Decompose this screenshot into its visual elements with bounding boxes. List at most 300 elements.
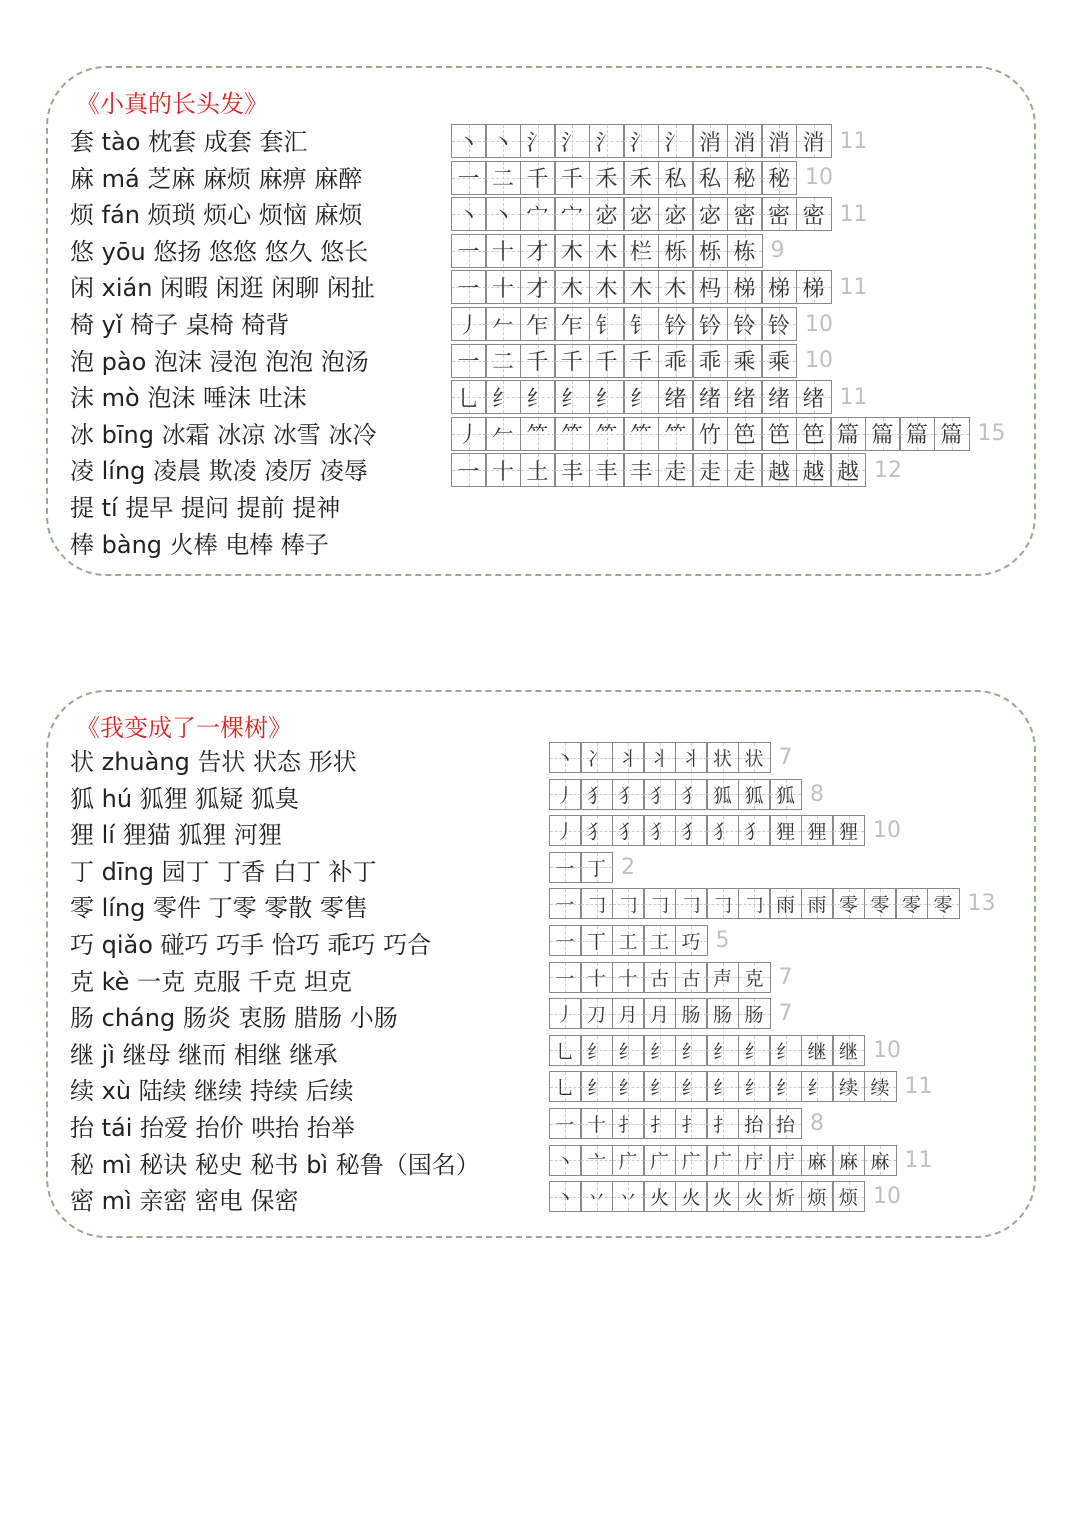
- stroke-cell: [706, 1071, 739, 1102]
- stroke-glyph: 纟: [807, 1077, 827, 1100]
- stroke-cell: [580, 852, 613, 883]
- stroke-glyph: 犭: [586, 821, 606, 844]
- vocab-line: 巧 qiǎo 碰巧 巧手 恰巧 乖巧 巧合: [70, 931, 432, 959]
- stroke-glyph: 巧: [681, 931, 701, 953]
- stroke-cell: [706, 998, 739, 1029]
- stroke-cell: [727, 417, 763, 451]
- stroke-glyph: 土: [526, 459, 549, 485]
- stroke-count: 10: [873, 1037, 901, 1063]
- stroke-glyph: 广: [712, 1150, 732, 1173]
- stroke-cell: [738, 1108, 771, 1139]
- vocab-line: 丁 dīng 园丁 丁香 白丁 补丁: [70, 857, 377, 886]
- stroke-cell: [927, 888, 960, 919]
- stroke-glyph: 千: [560, 167, 583, 193]
- stroke-glyph: 肠: [681, 1004, 701, 1027]
- stroke-cell: [769, 888, 802, 919]
- stroke-glyph: 状: [744, 748, 764, 770]
- stroke-glyph: 纟: [618, 1077, 638, 1100]
- stroke-glyph: 犭: [586, 784, 606, 807]
- stroke-cell: [612, 962, 645, 993]
- stroke-cell: [801, 1145, 834, 1176]
- stroke-glyph: 广: [681, 1150, 701, 1173]
- stroke-cell: [727, 234, 763, 268]
- stroke-glyph: 零: [933, 894, 953, 917]
- stroke-cell: [761, 380, 797, 414]
- stroke-cell: [865, 417, 901, 451]
- stroke-cell: [658, 380, 694, 414]
- stroke-glyph: 火: [744, 1187, 764, 1210]
- stroke-cell: [589, 124, 625, 158]
- stroke-cell: [801, 1181, 834, 1212]
- vocab-line: 密 mì 亲密 密电 保密: [70, 1187, 299, 1216]
- stroke-glyph: ⺮: [664, 423, 687, 449]
- stroke-cell: [643, 998, 676, 1029]
- stroke-glyph: 犭: [649, 784, 669, 807]
- stroke-glyph: 丶: [555, 1150, 575, 1173]
- stroke-cell: [549, 852, 582, 883]
- stroke-glyph: 狐: [744, 784, 764, 807]
- stroke-glyph: 丿: [555, 1004, 575, 1027]
- stroke-cell: [769, 1035, 802, 1066]
- stroke-glyph: 狸: [807, 821, 827, 844]
- stroke-cell: [934, 417, 970, 451]
- stroke-glyph: 纟: [560, 386, 583, 412]
- stroke-glyph: 丿: [555, 821, 575, 844]
- stroke-glyph: 一: [457, 276, 480, 302]
- stroke-cell: [612, 779, 645, 810]
- stroke-cell: [623, 453, 659, 487]
- stroke-cell: [580, 815, 613, 846]
- vocab-card-1: [46, 66, 1036, 576]
- stroke-cell: [643, 1108, 676, 1139]
- stroke-glyph: 千: [560, 350, 583, 376]
- stroke-glyph: 篇: [836, 423, 859, 449]
- stroke-count: 10: [805, 165, 833, 191]
- stroke-cell: [832, 1035, 865, 1066]
- stroke-glyph: 火: [649, 1187, 669, 1210]
- stroke-glyph: 纟: [649, 1077, 669, 1100]
- stroke-cell: [612, 815, 645, 846]
- stroke-order-strip: [550, 1071, 933, 1102]
- stroke-count: 10: [805, 311, 833, 337]
- vocab-line: 闲 xián 闲暇 闲逛 闲聊 闲扯: [70, 274, 375, 303]
- stroke-glyph: 抬: [744, 1114, 764, 1136]
- stroke-glyph: 笆: [767, 423, 790, 449]
- stroke-glyph: 木: [595, 276, 618, 302]
- stroke-cell: [738, 1145, 771, 1176]
- stroke-glyph: 丰: [560, 459, 583, 485]
- stroke-cell: [658, 453, 694, 487]
- stroke-cell: [769, 1108, 802, 1139]
- stroke-glyph: 绪: [767, 386, 790, 412]
- stroke-cell: [589, 197, 625, 231]
- stroke-cell: [761, 417, 797, 451]
- stroke-cell: [692, 344, 728, 378]
- stroke-cell: [451, 380, 487, 414]
- stroke-cell: [612, 1035, 645, 1066]
- stroke-glyph: 麻: [870, 1150, 890, 1173]
- stroke-cell: [769, 1071, 802, 1102]
- stroke-cell: [451, 234, 487, 268]
- stroke-cell: [451, 161, 487, 195]
- stroke-glyph: 丰: [629, 459, 652, 485]
- stroke-glyph: 纟: [775, 1040, 795, 1063]
- vocab-line: 悠 yōu 悠扬 悠悠 悠久 悠长: [70, 237, 369, 266]
- stroke-cell: [520, 197, 556, 231]
- stroke-count: 8: [810, 781, 824, 807]
- stroke-glyph: 续: [870, 1077, 890, 1100]
- stroke-cell: [549, 888, 582, 919]
- stroke-cell: [675, 1035, 708, 1066]
- stroke-cell: [738, 998, 771, 1029]
- stroke-cell: [738, 1071, 771, 1102]
- vocab-line: 状 zhuàng 告状 状态 形状: [70, 748, 357, 776]
- stroke-glyph: 犭: [712, 821, 732, 844]
- stroke-glyph: 月: [649, 1004, 669, 1027]
- stroke-cell: [738, 779, 771, 810]
- stroke-count: 7: [778, 964, 793, 990]
- stroke-glyph: 纟: [649, 1040, 669, 1063]
- stroke-cell: [451, 124, 487, 158]
- stroke-glyph: 宓: [629, 203, 652, 229]
- stroke-glyph: 氵: [526, 130, 549, 156]
- stroke-glyph: 丿: [457, 313, 480, 339]
- stroke-cell: [580, 1145, 613, 1176]
- stroke-cell: [706, 1145, 739, 1176]
- stroke-order-strip: [452, 197, 868, 231]
- vocab-line: 泡 pào 泡沫 浸泡 泡泡 泡汤: [70, 347, 369, 376]
- stroke-order-strip: [550, 1035, 901, 1066]
- stroke-cell: [675, 1071, 708, 1102]
- stroke-glyph: 栎: [698, 240, 721, 266]
- stroke-glyph: 乚: [457, 386, 480, 412]
- stroke-glyph: ⺮: [629, 423, 652, 449]
- stroke-glyph: 丶: [457, 130, 480, 156]
- stroke-cell: [658, 124, 694, 158]
- stroke-cell: [706, 888, 739, 919]
- stroke-glyph: 纟: [775, 1077, 795, 1100]
- stroke-cell: [589, 344, 625, 378]
- stroke-cell: [520, 124, 556, 158]
- stroke-glyph: 丁: [586, 857, 606, 880]
- stroke-glyph: ⺮: [595, 423, 618, 449]
- stroke-glyph: 一: [555, 894, 575, 917]
- stroke-glyph: 越: [802, 459, 825, 485]
- stroke-cell: [864, 888, 897, 919]
- stroke-glyph: 一: [555, 1114, 575, 1136]
- stroke-cell: [589, 453, 625, 487]
- stroke-glyph: 笆: [802, 423, 825, 449]
- stroke-cell: [761, 161, 797, 195]
- stroke-order-strip: [452, 417, 1006, 451]
- stroke-cell: [485, 161, 521, 195]
- stroke-order-strip: [452, 270, 868, 304]
- vocab-line: 零 líng 零件 丁零 零散 零售: [70, 894, 368, 923]
- stroke-cell: [692, 380, 728, 414]
- stroke-cell: [589, 270, 625, 304]
- stroke-cell: [554, 161, 590, 195]
- vocab-line: 抬 tái 抬爱 抬价 哄抬 抬举: [70, 1114, 355, 1142]
- stroke-cell: [692, 307, 728, 341]
- stroke-glyph: 丶: [491, 130, 514, 156]
- stroke-glyph: 栏: [629, 240, 652, 266]
- stroke-cell: [554, 234, 590, 268]
- stroke-glyph: 宀: [560, 203, 583, 229]
- vocab-line: 冰 bīng 冰霜 冰凉 冰雪 冰冷: [70, 420, 377, 449]
- stroke-glyph: 氵: [664, 130, 687, 156]
- stroke-glyph: 零: [901, 894, 921, 917]
- stroke-glyph: 乚: [555, 1077, 575, 1100]
- stroke-cell: [727, 161, 763, 195]
- vocab-line: 凌 líng 凌晨 欺凌 凌厉 凌辱: [70, 457, 368, 486]
- stroke-cell: [580, 742, 613, 773]
- section-title: 《小真的长头发》: [76, 90, 268, 118]
- stroke-cell: [485, 124, 521, 158]
- stroke-cell: [612, 1181, 645, 1212]
- stroke-order-strip: [550, 779, 824, 810]
- stroke-glyph: 𠃌: [712, 894, 732, 917]
- stroke-order-strip: [452, 453, 902, 487]
- stroke-glyph: 纟: [744, 1040, 764, 1063]
- stroke-count: 10: [873, 818, 901, 844]
- stroke-glyph: 狐: [712, 784, 732, 807]
- stroke-glyph: 零: [870, 894, 890, 917]
- stroke-cell: [675, 1145, 708, 1176]
- stroke-glyph: 丅: [586, 931, 606, 953]
- stroke-glyph: 氵: [595, 130, 618, 156]
- stroke-glyph: 篇: [940, 423, 963, 449]
- stroke-cell: [675, 815, 708, 846]
- stroke-glyph: ⺮: [526, 423, 549, 449]
- stroke-cell: [554, 270, 590, 304]
- stroke-glyph: 克: [744, 967, 764, 990]
- stroke-order-strip: [550, 925, 730, 956]
- stroke-cell: [675, 962, 708, 993]
- stroke-glyph: 纟: [526, 386, 549, 412]
- stroke-glyph: 钤: [698, 313, 721, 339]
- stroke-glyph: 千: [629, 350, 652, 376]
- stroke-cell: [864, 1145, 897, 1176]
- stroke-cell: [675, 779, 708, 810]
- stroke-cell: [554, 380, 590, 414]
- stroke-cell: [554, 124, 590, 158]
- stroke-cell: [727, 453, 763, 487]
- stroke-cell: [451, 453, 487, 487]
- stroke-glyph: 丶: [555, 1187, 575, 1210]
- stroke-cell: [485, 453, 521, 487]
- stroke-glyph: 走: [698, 459, 721, 485]
- stroke-count: 11: [904, 1147, 933, 1173]
- stroke-glyph: 纟: [712, 1077, 732, 1100]
- stroke-cell: [549, 998, 582, 1029]
- stroke-cell: [658, 234, 694, 268]
- stroke-glyph: 二: [491, 167, 514, 193]
- stroke-glyph: 十: [618, 967, 638, 990]
- stroke-glyph: 乖: [664, 350, 687, 376]
- stroke-glyph: 宓: [698, 203, 721, 229]
- stroke-glyph: 麻: [838, 1150, 858, 1173]
- stroke-glyph: 竹: [698, 423, 721, 449]
- stroke-order-strip: [452, 161, 833, 195]
- stroke-cell: [643, 888, 676, 919]
- vocab-line: 秘 mì 秘诀 秘史 秘书 bì 秘鲁（国名）: [70, 1150, 480, 1179]
- stroke-cell: [549, 925, 582, 956]
- stroke-glyph: 𠂉: [491, 313, 514, 339]
- stroke-glyph: 宓: [664, 203, 687, 229]
- stroke-glyph: 越: [767, 459, 790, 485]
- stroke-glyph: 十: [491, 276, 514, 302]
- stroke-cell: [451, 344, 487, 378]
- stroke-cell: [761, 124, 797, 158]
- stroke-cell: [706, 1181, 739, 1212]
- stroke-cell: [706, 779, 739, 810]
- vocab-line: 克 kè 一克 克服 千克 坦克: [70, 967, 352, 996]
- stroke-cell: [864, 1071, 897, 1102]
- stroke-order-strip: [452, 344, 833, 378]
- stroke-glyph: 𠃌: [681, 894, 701, 917]
- stroke-glyph: 庁: [744, 1150, 764, 1173]
- stroke-glyph: 才: [526, 240, 549, 266]
- stroke-cell: [692, 270, 728, 304]
- stroke-count: 7: [778, 1001, 793, 1027]
- stroke-cell: [623, 197, 659, 231]
- stroke-glyph: 十: [491, 459, 514, 485]
- stroke-glyph: 一: [457, 240, 480, 266]
- stroke-cell: [675, 998, 708, 1029]
- stroke-cell: [580, 998, 613, 1029]
- stroke-cell: [796, 270, 832, 304]
- vocab-card-2: [46, 690, 1036, 1238]
- stroke-glyph: 火: [712, 1187, 732, 1210]
- stroke-glyph: 栎: [664, 240, 687, 266]
- stroke-glyph: 乍: [560, 313, 583, 339]
- stroke-glyph: 消: [767, 130, 790, 156]
- stroke-cell: [830, 453, 866, 487]
- stroke-count: 15: [977, 421, 1006, 447]
- stroke-cell: [451, 270, 487, 304]
- stroke-glyph: 广: [649, 1150, 669, 1173]
- stroke-glyph: 丬: [649, 748, 669, 770]
- stroke-glyph: 工: [618, 931, 638, 953]
- stroke-cell: [520, 453, 556, 487]
- stroke-cell: [549, 1071, 582, 1102]
- vocab-line: 沫 mò 泡沫 唾沫 吐沫: [70, 384, 307, 413]
- stroke-cell: [589, 417, 625, 451]
- stroke-cell: [643, 925, 676, 956]
- stroke-cell: [738, 1035, 771, 1066]
- stroke-count: 11: [904, 1074, 933, 1100]
- stroke-glyph: 氵: [560, 130, 583, 156]
- stroke-cell: [485, 234, 521, 268]
- vocab-line: 续 xù 陆续 继续 持续 后续: [70, 1077, 354, 1106]
- stroke-cell: [658, 161, 694, 195]
- stroke-glyph: 𠃌: [618, 894, 638, 917]
- stroke-cell: [727, 270, 763, 304]
- stroke-cell: [761, 270, 797, 304]
- stroke-glyph: 绪: [733, 386, 756, 412]
- stroke-glyph: 钅: [629, 313, 652, 339]
- stroke-order-strip: [550, 815, 901, 846]
- stroke-cell: [643, 815, 676, 846]
- stroke-glyph: 丶: [555, 748, 575, 770]
- stroke-glyph: 消: [802, 130, 825, 156]
- stroke-glyph: 栋: [733, 240, 756, 266]
- stroke-cell: [769, 1181, 802, 1212]
- stroke-cell: [738, 888, 771, 919]
- stroke-cell: [549, 779, 582, 810]
- stroke-cell: [485, 417, 521, 451]
- stroke-cell: [643, 1181, 676, 1212]
- stroke-glyph: 千: [526, 167, 549, 193]
- stroke-cell: [451, 197, 487, 231]
- stroke-glyph: 乘: [733, 350, 756, 376]
- stroke-cell: [549, 962, 582, 993]
- stroke-cell: [612, 742, 645, 773]
- stroke-glyph: 丶: [457, 203, 480, 229]
- stroke-cell: [549, 1108, 582, 1139]
- stroke-glyph: 古: [649, 967, 669, 990]
- stroke-cell: [549, 1035, 582, 1066]
- stroke-cell: [727, 124, 763, 158]
- stroke-cell: [832, 1181, 865, 1212]
- stroke-glyph: 纟: [712, 1040, 732, 1063]
- stroke-glyph: 续: [838, 1077, 858, 1100]
- stroke-glyph: 扌: [618, 1114, 638, 1136]
- stroke-glyph: 丬: [618, 748, 638, 770]
- stroke-glyph: 火: [681, 1187, 701, 1210]
- stroke-glyph: 扌: [649, 1114, 669, 1136]
- vocab-line: 棒 bàng 火棒 电棒 棒子: [70, 530, 329, 559]
- stroke-glyph: 𠃌: [586, 894, 606, 917]
- stroke-glyph: 密: [802, 203, 825, 229]
- stroke-glyph: 禾: [595, 167, 618, 193]
- stroke-glyph: 乖: [698, 350, 721, 376]
- stroke-glyph: 状: [712, 748, 732, 770]
- stroke-glyph: 秘: [733, 167, 756, 193]
- stroke-glyph: 丰: [595, 459, 618, 485]
- stroke-cell: [549, 1145, 582, 1176]
- stroke-cell: [580, 888, 613, 919]
- stroke-glyph: 犭: [618, 784, 638, 807]
- stroke-order-strip: [550, 1108, 824, 1139]
- vocab-line: 提 tí 提早 提问 提前 提神: [70, 494, 341, 522]
- stroke-glyph: 绪: [698, 386, 721, 412]
- stroke-cell: [727, 307, 763, 341]
- stroke-cell: [589, 234, 625, 268]
- stroke-cell: [554, 417, 590, 451]
- stroke-cell: [658, 417, 694, 451]
- stroke-cell: [761, 307, 797, 341]
- stroke-order-strip: [550, 1181, 901, 1212]
- stroke-cell: [520, 307, 556, 341]
- stroke-count: 10: [805, 348, 833, 374]
- stroke-glyph: 二: [491, 350, 514, 376]
- stroke-glyph: 纟: [595, 386, 618, 412]
- stroke-cell: [895, 888, 928, 919]
- stroke-glyph: 冫: [586, 748, 606, 770]
- stroke-order-strip: [550, 852, 635, 883]
- stroke-cell: [623, 380, 659, 414]
- stroke-cell: [727, 197, 763, 231]
- stroke-cell: [485, 344, 521, 378]
- stroke-glyph: 梯: [802, 276, 825, 302]
- stroke-cell: [554, 344, 590, 378]
- stroke-cell: [451, 307, 487, 341]
- stroke-cell: [706, 1108, 739, 1139]
- stroke-cell: [796, 197, 832, 231]
- stroke-glyph: 绪: [664, 386, 687, 412]
- stroke-glyph: 走: [733, 459, 756, 485]
